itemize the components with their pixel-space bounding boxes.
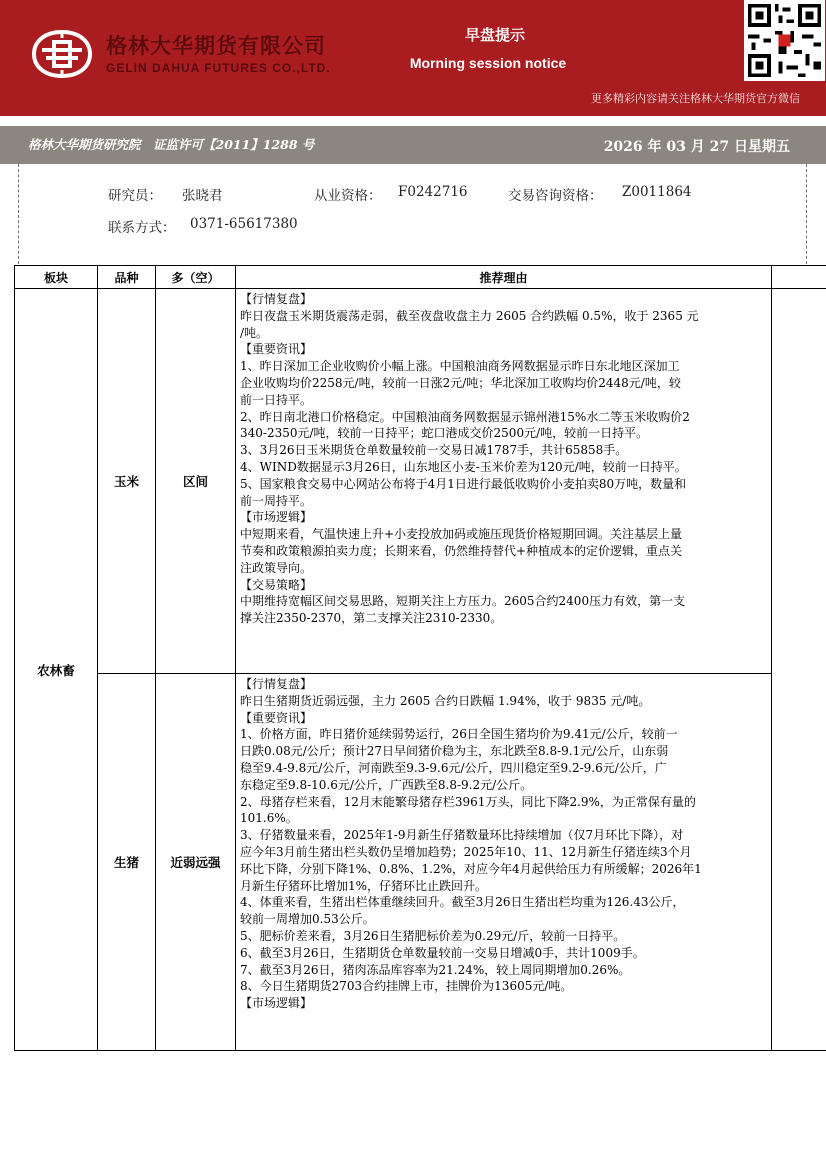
wechat-follow-note: 更多精彩内容请关注格林大华期货官方微信	[591, 92, 800, 105]
consult-qualification-number: Z0011864	[622, 184, 692, 200]
reason-line: 7、截至3月26日，猪肉冻品库容率为21.24%，较上周同期增加0.26%。	[240, 962, 631, 977]
reason-line: 6、截至3月26日，生猪期货仓单数量较前一交易日增减0手，共计1009手。	[240, 945, 645, 960]
reason-line: 前一周持平。	[240, 493, 313, 508]
section-heading: 【重要资讯】	[240, 342, 313, 357]
reason-line: 4、WIND数据显示3月26日，山东地区小麦-玉米价差为120元/吨，较前一日持平。	[240, 459, 687, 474]
reason-line: 前一日持平。	[240, 392, 313, 407]
reason-line: 昨日夜盘玉米期货震荡走弱，截至夜盘收盘主力 2605 合约跌幅 0.5%，收于 2365 元	[240, 308, 699, 323]
reason-line: 3、3月26日玉米期货仓单数量较前一交易日减1787手，共计65858手。	[240, 443, 628, 458]
reason-cell	[236, 674, 772, 1051]
reason-line: 3、仔猪数量来看，2025年1-9月新生仔猪数量环比持续增加（仅7月环比下降），对	[240, 828, 684, 843]
right-margin-line	[806, 164, 807, 264]
reason-line: 1、昨日深加工企业收购价小幅上涨。中国粮油商务网数据显示昨日东北地区深加工	[240, 359, 680, 374]
researcher-name: 张晓君	[182, 188, 223, 204]
variety-cell: 玉米	[98, 289, 156, 674]
reason-line: 较前一周增加0.53公斤。	[240, 912, 375, 927]
reason-line: 企业收购均价2258元/吨，较前一日涨2元/吨；华北深加工收购均价2448元/吨，较	[240, 375, 681, 390]
reason-line: 8、今日生猪期货2703合约挂牌上市，挂牌价为13605元/吨。	[240, 979, 573, 994]
qualification-label: 从业资格：	[314, 188, 382, 204]
researcher-label: 研究员：	[108, 188, 162, 204]
reason-line: 2、母猪存栏来看，12月末能繁母猪存栏3961万头，同比下降2.9%，为正常保有量的	[240, 794, 696, 809]
qualification-number: F0242716	[398, 184, 468, 200]
wechat-qr-code-icon	[744, 0, 825, 81]
reason-line: 中期维持宽幅区间交易思路，短期关注上方压力。2605合约2400压力有效，第一支	[240, 594, 686, 609]
reason-line: 月新生仔猪环比增加1%，仔猪环比止跌回升。	[240, 878, 488, 893]
reason-line: 2、昨日南北港口价格稳定。中国粮油商务网数据显示锦州港15%水二等玉米收购价2	[240, 409, 690, 424]
reason-line: 环比下降，分别下降1%、0.8%、1.2%，对应今年4月起供给压力有所缓解；2026年1	[240, 861, 702, 876]
reason-line: 1、价格方面，昨日猪价延续弱势运行，26日全国生猪均价为9.41元/公斤，较前一	[240, 727, 678, 742]
report-date: 2026 年 03 月 27 日星期五	[603, 139, 790, 155]
section-heading: 【行情复盘】	[240, 292, 313, 306]
recommendation-table	[14, 265, 826, 1051]
table-row	[15, 674, 826, 1051]
section-heading: 【交易策略】	[240, 577, 313, 592]
header-reason: 推荐理由	[236, 266, 772, 289]
sector-cell: 农林畜	[15, 289, 98, 1051]
header-direction: 多（空）	[156, 266, 236, 289]
reason-line: 日跌0.08元/公斤；预计27日早间猪价稳为主，东北跌至8.8-9.1元/公斤，山东弱	[240, 744, 669, 759]
report-title-en: Morning session notice	[409, 55, 567, 71]
section-heading: 【市场逻辑】	[240, 996, 313, 1011]
reason-cell	[236, 289, 772, 674]
reason-line: 应今年3月前生猪出栏头数仍呈增加趋势；2025年10、11、12月新生仔猪连续3个月	[240, 844, 692, 859]
report-title-cn: 早盘提示	[464, 26, 525, 44]
section-heading: 【行情复盘】	[240, 677, 313, 691]
section-heading: 【重要资讯】	[240, 710, 313, 725]
reason-line: 稳至9.4-9.8元/公斤，河南跌至9.3-9.6元/公斤，四川稳定至9.2-9.6元/公斤，广	[240, 760, 667, 775]
direction-cell: 区间	[156, 289, 236, 674]
contact-label: 联系方式：	[108, 220, 176, 236]
reason-line: 注政策导向。	[240, 560, 313, 575]
reason-line: 4、体重来看，生猪出栏体重继续回升。截至3月26日生猪出栏均重为126.43公斤，	[240, 895, 685, 910]
reason-line: 101.6%。	[240, 811, 298, 826]
direction-cell: 近弱远强	[156, 674, 236, 1051]
reason-text-hog	[240, 676, 767, 1012]
header-blank	[772, 266, 826, 289]
header-sector: 板块	[15, 266, 98, 289]
table-header-row	[15, 266, 826, 289]
reason-line: 5、肥标价差来看，3月26日生猪肥标价差为0.29元/斤，较前一日持平。	[240, 928, 626, 943]
company-name-en: GELIN DAHUA FUTURES CO.,LTD.	[106, 61, 331, 75]
institute-license: 格林大华期货研究院 证监许可【2011】1288 号	[28, 137, 315, 152]
reason-text-corn	[240, 291, 767, 627]
blank-cell	[772, 289, 826, 1051]
reason-line: 中短期来看，气温快速上升+小麦投放加码或施压现货价格短期回调。关注基层上量	[240, 527, 683, 542]
reason-line: 东稳定至9.8-10.6元/公斤，广西跌至8.8-9.2元/公斤。	[240, 777, 533, 792]
header-banner	[0, 0, 826, 116]
left-margin-line	[18, 164, 19, 264]
consult-qualification-label: 交易咨询资格：	[508, 188, 603, 204]
contact-phone: 0371-65617380	[190, 216, 298, 232]
company-name-cn: 格林大华期货有限公司	[106, 33, 326, 58]
reason-line: 340-2350元/吨，较前一日持平；蛇口港成交价2500元/吨，较前一日持平。	[240, 426, 649, 441]
reason-line: 昨日生猪期货近弱远强，主力 2605 合约日跌幅 1.94%，收于 9835 元/吨。	[240, 693, 651, 708]
reason-line: 5、国家粮食交易中心网站公布将于4月1日进行最低收购价小麦拍卖80万吨，数量和	[240, 476, 687, 491]
section-heading: 【市场逻辑】	[240, 510, 313, 525]
company-logo-icon	[30, 28, 94, 80]
header-variety: 品种	[98, 266, 156, 289]
table-row	[15, 289, 826, 674]
variety-cell: 生猪	[98, 674, 156, 1051]
reason-line: 撑关注2350-2370，第二支撑关注2310-2330。	[240, 611, 503, 626]
reason-line: /吨。	[240, 325, 269, 340]
reason-line: 节奏和政策粮源拍卖力度；长期来看，仍然维持替代+种植成本的定价逻辑，重点关	[240, 543, 683, 558]
